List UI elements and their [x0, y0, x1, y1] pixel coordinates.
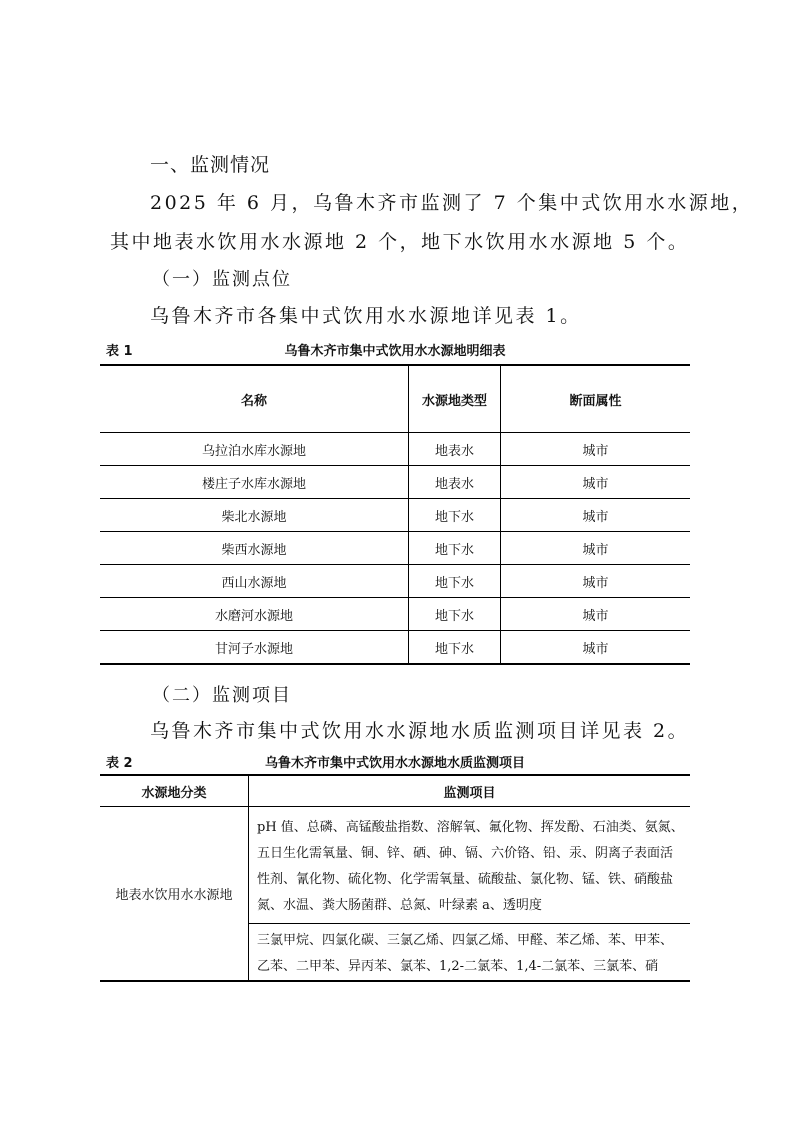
monitoring-items-table	[100, 774, 690, 982]
cell-category: 地表水饮用水水源地	[100, 807, 249, 982]
table-header-row	[100, 365, 690, 433]
table-row	[100, 631, 690, 665]
header-monitoring-items: 监测项目	[249, 775, 691, 807]
cell-attribute: 城市	[501, 499, 691, 532]
table1-title: 乌鲁木齐市集中式饮用水水源地明细表	[284, 344, 506, 359]
cell-name: 乌拉泊水库水源地	[100, 433, 409, 466]
intro-paragraph-line2: 其中地表水饮用水水源地 2 个，地下水饮用水水源地 5 个。	[110, 231, 690, 253]
cell-attribute: 城市	[501, 598, 691, 631]
table-header-row	[100, 775, 690, 807]
water-source-table	[100, 364, 690, 665]
cell-attribute: 城市	[501, 532, 691, 565]
cell-type: 地下水	[409, 631, 501, 665]
cell-basic-items: pH 值、总磷、高锰酸盐指数、溶解氧、氟化物、挥发酚、石油类、氨氮、五日生化需氧量、铜、锌、硒、砷、镉、六价铬、铅、汞、阴离子表面活性剂、氰化物、硫化物、化学需氧量、硫酸盐、氯化物、锰、铁、硝酸盐氮、水温、粪大肠菌群、总氮、叶绿素 a、透明度	[249, 807, 691, 924]
cell-type: 地表水	[409, 433, 501, 466]
cell-attribute: 城市	[501, 466, 691, 499]
table-row	[100, 433, 690, 466]
table2-title: 乌鲁木齐市集中式饮用水水源地水质监测项目	[264, 756, 525, 771]
header-section-attribute: 断面属性	[501, 365, 691, 433]
cell-type: 地下水	[409, 532, 501, 565]
cell-attribute: 城市	[501, 565, 691, 598]
cell-type: 地下水	[409, 499, 501, 532]
cell-type: 地下水	[409, 565, 501, 598]
table-row	[100, 807, 690, 924]
table2-number: 表 2	[106, 756, 133, 771]
table2-caption	[100, 750, 690, 772]
table-row	[100, 532, 690, 565]
cell-type: 地下水	[409, 598, 501, 631]
section-heading: 一、监测情况	[150, 154, 271, 176]
header-source-type: 水源地类型	[409, 365, 501, 433]
table1-caption	[100, 338, 690, 360]
header-name: 名称	[100, 365, 409, 433]
subheading-monitoring-items: （二）监测项目	[152, 685, 292, 706]
table-row	[100, 466, 690, 499]
sites-paragraph: 乌鲁木齐市各集中式饮用水水源地详见表 1。	[150, 305, 582, 327]
cell-attribute: 城市	[582, 641, 609, 657]
cell-name: 柴北水源地	[100, 499, 409, 532]
items-paragraph: 乌鲁木齐市集中式饮用水水源地水质监测项目详见表 2。	[150, 720, 690, 742]
cell-name: 西山水源地	[100, 565, 409, 598]
header-source-category: 水源地分类	[100, 775, 249, 807]
cell-special-items: 三氯甲烷、四氯化碳、三氯乙烯、四氯乙烯、甲醛、苯乙烯、苯、甲苯、乙苯、二甲苯、异丙苯、氯苯、1,2-二氯苯、1,4-二氯苯、三氯苯、硝	[249, 924, 691, 982]
cell-name: 甘河子水源地	[214, 641, 293, 657]
cell-type: 地表水	[409, 466, 501, 499]
cell-name: 楼庄子水库水源地	[100, 466, 409, 499]
intro-paragraph-line1: 2025 年 6 月，乌鲁木齐市监测了 7 个集中式饮用水水源地，	[150, 192, 754, 214]
table-row	[100, 598, 690, 631]
table1-number: 表 1	[106, 344, 133, 359]
cell-name: 水磨河水源地	[100, 598, 409, 631]
cell-name: 柴西水源地	[100, 532, 409, 565]
table-row	[100, 499, 690, 532]
table-row	[100, 565, 690, 598]
cell-attribute: 城市	[501, 433, 691, 466]
subheading-monitoring-sites: （一）监测点位	[152, 269, 292, 290]
